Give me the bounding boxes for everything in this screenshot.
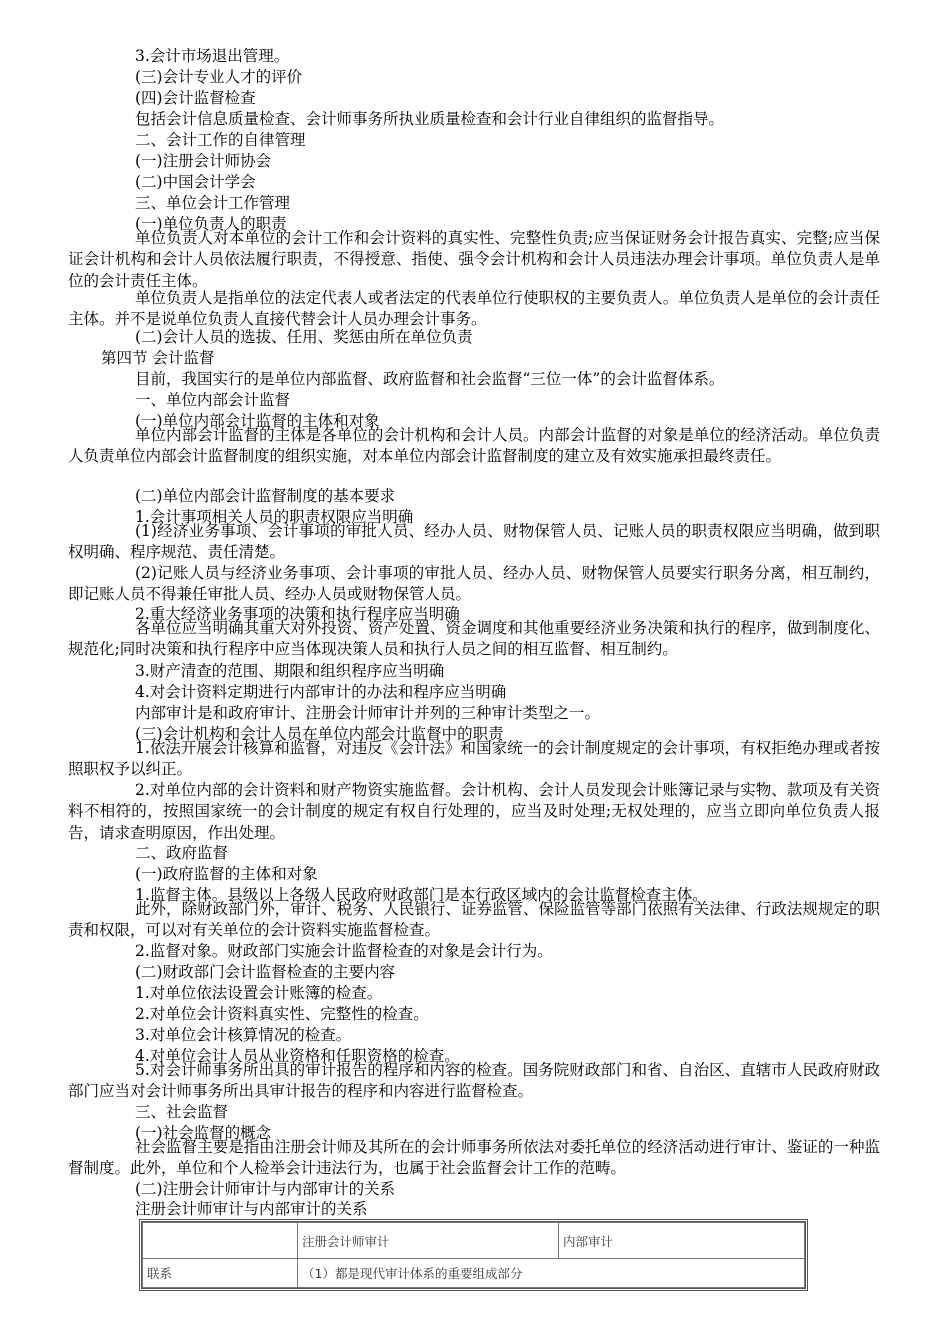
sub-heading: (一)政府监督的主体和对象 bbox=[135, 865, 318, 883]
text-line: 3.会计市场退出管理。 bbox=[135, 47, 290, 65]
text-line: 2.重大经济业务事项的决策和执行程序应当明确 bbox=[135, 605, 460, 623]
paragraph: 此外，除财政部门外，审计、税务、人民银行、证券监管、保险监管等部门依照有关法律、行政法规规定的职责和权限，可以对有关单位的会计资料实施监督检查。 bbox=[68, 900, 880, 940]
chapter-heading: 第四节 会计监督 bbox=[101, 349, 215, 367]
sub-heading: (三)会计专业人才的评价 bbox=[135, 68, 303, 86]
sub-heading: (二)会计人员的选拔、任用、奖惩由所在单位负责 bbox=[135, 328, 473, 346]
table-header-row bbox=[143, 1223, 805, 1259]
section-heading: 三、单位会计工作管理 bbox=[135, 194, 291, 212]
section-heading: 二、政府监督 bbox=[135, 844, 229, 862]
table-header-cell: 注册会计师审计 bbox=[298, 1223, 559, 1259]
sub-heading: (一)注册会计师协会 bbox=[135, 152, 272, 170]
text-line: 1.对单位依法设置会计账簿的检查。 bbox=[135, 984, 383, 1002]
text-line: 内部审计是和政府审计、注册会计师审计并列的三种审计类型之一。 bbox=[135, 704, 601, 722]
text-line: 3.财产清查的范围、期限和组织程序应当明确 bbox=[135, 662, 445, 680]
sub-heading: (三)会计机构和会计人员在单位内部会计监督中的职责 bbox=[135, 725, 504, 743]
text-line: 包括会计信息质量检查、会计师事务所执业质量检查和会计行业自律组织的监督指导。 bbox=[135, 110, 725, 128]
comparison-table bbox=[139, 1219, 808, 1291]
paragraph: (2)记账人员与经济业务事项、会计事项的审批人员、经办人员、财物保管人员要实行职务分离，相互制约，即记账人员不得兼任审批人员、经办人员或财物保管人员。 bbox=[68, 564, 880, 604]
paragraph: 社会监督主要是指由注册会计师及其所在的会计师事务所依法对委托单位的经济活动进行审计、鉴证的一种监督制度。此外，单位和个人检举会计违法行为，也属于社会监督会计工作的范畴。 bbox=[68, 1138, 880, 1178]
text-line: 4.对单位会计人员从业资格和任职资格的检查。 bbox=[135, 1047, 460, 1065]
table-cell: （1）都是现代审计体系的重要组成部分 bbox=[298, 1259, 805, 1288]
text-line: 1.会计事项相关人员的职责权限应当明确 bbox=[135, 508, 414, 526]
sub-heading: (二)财政部门会计监督检查的主要内容 bbox=[135, 963, 396, 981]
table-row bbox=[143, 1259, 805, 1288]
text-line: 3.对单位会计核算情况的检查。 bbox=[135, 1026, 352, 1044]
paragraph: 5.对会计师事务所出具的审计报告的程序和内容的检查。国务院财政部门和省、自治区、直辖市人民政府财政部门应当对会计师事务所出具审计报告的程序和内容进行监督检查。 bbox=[68, 1061, 880, 1101]
paragraph: 1.依法开展会计核算和监督，对违反《会计法》和国家统一的会计制度规定的会计事项，有权拒绝办理或者按照职权予以纠正。 bbox=[68, 739, 880, 779]
text-line: 1.监督主体。县级以上各级人民政府财政部门是本行政区域内的会计监督检查主体。 bbox=[135, 886, 708, 904]
sub-heading: (二)中国会计学会 bbox=[135, 173, 256, 191]
sub-heading: (二)注册会计师审计与内部审计的关系 bbox=[135, 1180, 396, 1198]
paragraph: 2.对单位内部的会计资料和财产物资实施监督。会计机构、会计人员发现会计账簿记录与实物、款项及有关资料不相符的，按照国家统一的会计制度的规定有权自行处理的，应当及时处理;无权处理的，应当立即向单位负责人报告，请求查明原因，作出处理。 bbox=[68, 781, 880, 842]
sub-heading: (二)单位内部会计监督制度的基本要求 bbox=[135, 487, 396, 505]
table-caption: 注册会计师审计与内部审计的关系 bbox=[135, 1200, 368, 1218]
sub-heading: (四)会计监督检查 bbox=[135, 89, 256, 107]
section-heading: 一、单位内部会计监督 bbox=[135, 391, 291, 409]
sub-heading: (一)单位内部会计监督的主体和对象 bbox=[135, 412, 380, 430]
text-line: 2.监督对象。财政部门实施会计监督检查的对象是会计行为。 bbox=[135, 942, 553, 960]
table-header-cell: 内部审计 bbox=[559, 1223, 805, 1259]
text-line: 4.对会计资料定期进行内部审计的办法和程序应当明确 bbox=[135, 683, 507, 701]
paragraph: (1)经济业务事项、会计事项的审批人员、经办人员、财物保管人员、记账人员的职责权限应当明确，做到职权明确、程序规范、责任清楚。 bbox=[68, 522, 880, 562]
text-line: 2.对单位会计资料真实性、完整性的检查。 bbox=[135, 1005, 429, 1023]
paragraph: 各单位应当明确其重大对外投资、资产处置、资金调度和其他重要经济业务决策和执行的程序，做到制度化、规范化;同时决策和执行程序中应当体现决策人员和执行人员之间的相互监督、相互制约。 bbox=[68, 619, 880, 659]
sub-heading: (一)社会监督的概念 bbox=[135, 1124, 272, 1142]
paragraph: 单位负责人是指单位的法定代表人或者法定的代表单位行使职权的主要负责人。单位负责人是单位的会计责任主体。并不是说单位负责人直接代替会计人员办理会计事务。 bbox=[68, 289, 880, 329]
paragraph: 单位内部会计监督的主体是各单位的会计机构和会计人员。内部会计监督的对象是单位的经济活动。单位负责人负责单位内部会计监督制度的组织实施，对本单位内部会计监督制度的建立及有效实施承担最终责任。 bbox=[68, 426, 880, 466]
paragraph: 单位负责人对本单位的会计工作和会计资料的真实性、完整性负责;应当保证财务会计报告真实、完整;应当保证会计机构和会计人员依法履行职责，不得授意、指使、强令会计机构和会计人员违法办理会计事项。单位负责人是单位的会计责任主体。 bbox=[68, 229, 880, 290]
section-heading: 二、会计工作的自律管理 bbox=[135, 131, 306, 149]
section-heading: 三、社会监督 bbox=[135, 1103, 229, 1121]
text-line: 目前，我国实行的是单位内部监督、政府监督和社会监督“三位一体”的会计监督体系。 bbox=[135, 370, 725, 388]
table-row-label: 联系 bbox=[143, 1259, 298, 1288]
sub-heading: (一)单位负责人的职责 bbox=[135, 215, 287, 233]
table-header-cell bbox=[143, 1223, 298, 1259]
